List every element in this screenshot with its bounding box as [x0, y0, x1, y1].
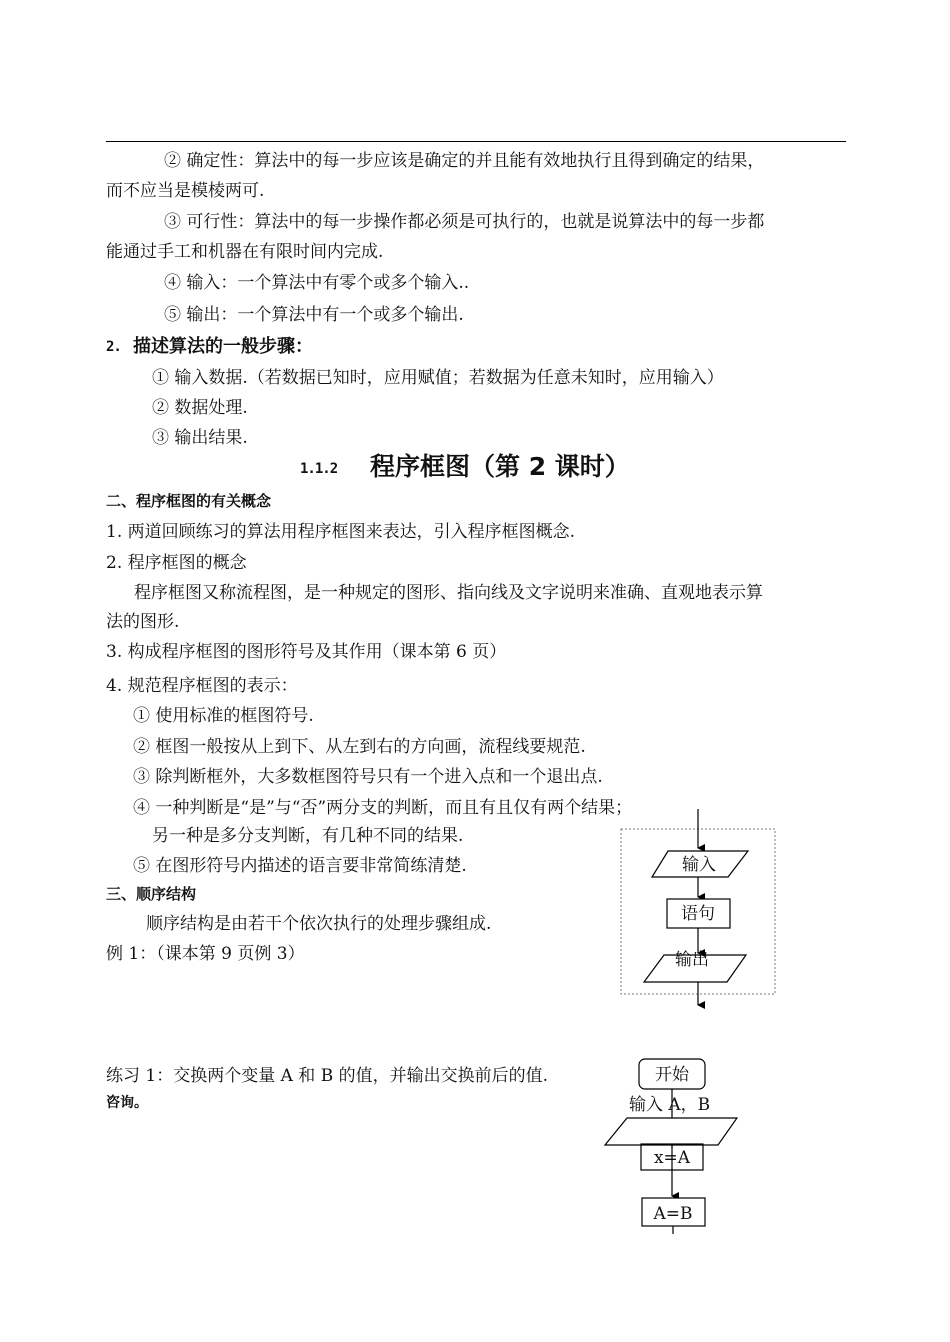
section3-heading: 三、顺序结构 [106, 885, 197, 903]
property-input: ④ 输入：一个算法中有零个或多个输入.. [164, 273, 470, 293]
property-output: ⑤ 输出：一个算法中有一个或多个输出. [164, 305, 464, 325]
rule-item-3: ③ 除判断框外，大多数框图符号只有一个进入点和一个退出点. [133, 767, 603, 787]
step-item-2: ② 数据处理. [152, 398, 248, 418]
step-item-1: ① 输入数据.（若数据已知时，应用赋值；若数据为任意未知时，应用输入） [152, 368, 724, 388]
flow2-assign2-label: A=B [653, 1204, 693, 1224]
section2-p4: 4. 规范程序框图的表示： [106, 676, 298, 696]
section2-p2-body-line1: 程序框图又称流程图，是一种规定的图形、指向线及文字说明来准确、直观地表示算 [134, 583, 763, 603]
lesson-number: 1.1.2 [300, 461, 338, 477]
flow2-start-label: 开始 [655, 1065, 689, 1085]
exercise-note: 咨询。 [106, 1095, 148, 1111]
rule-item-1: ① 使用标准的框图符号. [133, 706, 314, 726]
flow1-output-label: 输出 [675, 950, 709, 970]
section2-p1: 1. 两道回顾练习的算法用程序框图来表达，引入程序框图概念. [106, 522, 576, 542]
rule-item-5: ⑤ 在图形符号内描述的语言要非常简练清楚. [133, 856, 467, 876]
exercise-text: 练习 1：交换两个变量 A 和 B 的值，并输出交换前后的值. [106, 1066, 549, 1086]
rule-item-4: ④ 一种判断是“是”与“否”两分支的判断，而且有且仅有两个结果； [133, 798, 633, 818]
property-feasibility-line1: ③ 可行性：算法中的每一步操作都必须是可执行的，也就是说算法中的每一步都 [164, 212, 765, 232]
section2-p2: 2. 程序框图的概念 [106, 553, 247, 573]
section3-body: 顺序结构是由若干个依次执行的处理步骤组成. [146, 914, 492, 934]
steps-heading: 描述算法的一般步骤： [133, 336, 313, 357]
section2-heading: 二、程序框图的有关概念 [106, 492, 272, 510]
flow1-input-label: 输入 [682, 855, 716, 875]
flowchart-sequence [621, 809, 775, 1005]
property-feasibility-line2: 能通过手工和机器在有限时间内完成. [106, 242, 384, 262]
step-item-3: ③ 输出结果. [152, 428, 248, 448]
steps-number: 2. [106, 339, 121, 355]
flowchart-swap [605, 1059, 737, 1234]
rule-item-4-cont: 另一种是多分支判断，有几种不同的结果. [152, 826, 464, 846]
lesson-title: 程序框图（第 2 课时） [370, 452, 630, 481]
section3-example: 例 1：（课本第 9 页例 3） [106, 944, 305, 964]
section2-p3: 3. 构成程序框图的图形符号及其作用（课本第 6 页） [106, 642, 507, 662]
flow1-statement-label: 语句 [681, 904, 715, 924]
property-determinacy-line2: 而不应当是模棱两可. [106, 181, 265, 201]
input-parallelogram [605, 1118, 737, 1145]
flow2-input-label: 输入 A，B [629, 1095, 711, 1115]
flow2-assign1-label: x=A [653, 1148, 691, 1168]
rule-item-2: ② 框图一般按从上到下、从左到右的方向画，流程线要规范. [133, 737, 586, 757]
section2-p2-body-line2: 法的图形. [106, 612, 180, 632]
property-determinacy-line1: ② 确定性：算法中的每一步应该是确定的并且能有效地执行且得到确定的结果， [164, 151, 765, 171]
